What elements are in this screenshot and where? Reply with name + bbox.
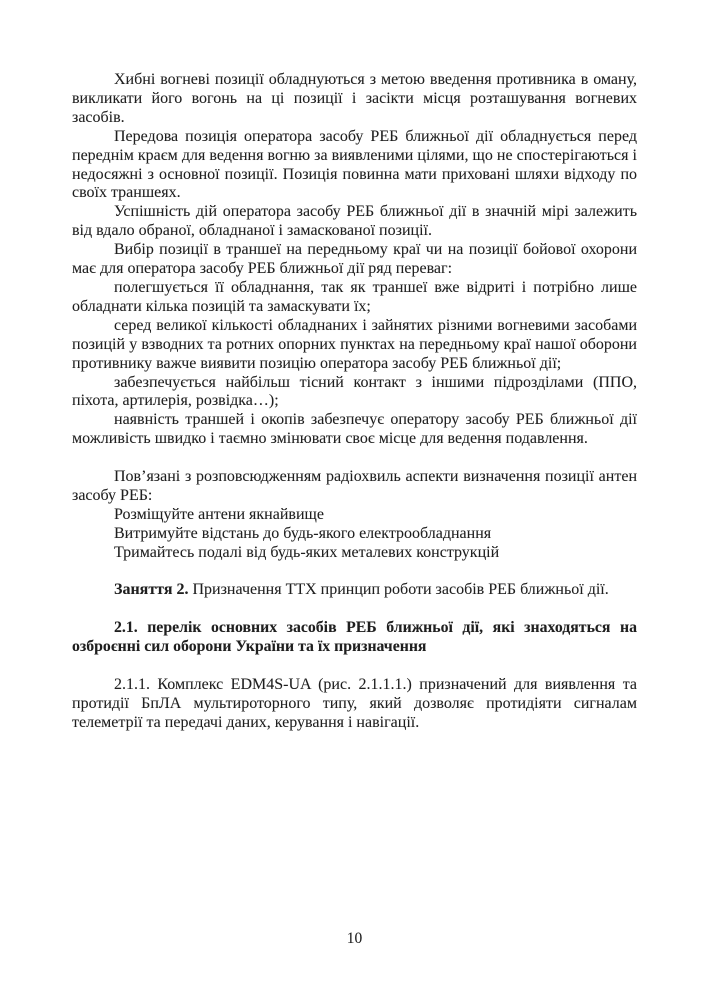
page-content <box>72 71 637 733</box>
guideline-electrical-distance: Витримуйте відстань до будь-якого електрообладнання <box>114 524 492 542</box>
paragraph-edm4s-complex: 2.1.1. Комплекс EDM4S-UA (рис. 2.1.1.1.) призначений для виявлення та протидії БпЛА мультироторного типу, який дозволяє протидіяти сигналам телеметрії та передачі даних, керування і навігації. <box>72 675 637 731</box>
paragraph-radio-aspects-intro: Пов’язані з розповсюдженням радіохвиль аспекти визначення позиції антен засобу РЕБ: <box>72 468 637 504</box>
page-number: 10 <box>346 930 363 947</box>
lesson-2-text: Призначення ТТХ принцип роботи засобів РЕБ ближньої дії. <box>188 581 609 599</box>
paragraph-advantage-equipment: полегшується її обладнання, так як траншеї вже відриті і потрібно лише обладнати кілька позицій та замаскувати їх; <box>72 278 637 315</box>
lesson-2-label: Заняття 2. <box>114 581 189 599</box>
paragraph-operator-success: Успішність дій оператора засобу РЕБ ближньої дії в значній мірі залежить від вдало обраної, обладнаної і замаскованої позиції. <box>72 203 637 240</box>
paragraph-false-fire-positions: Хибні вогневі позиції обладнуються з метою введення противника в оману, викликати його вогонь на ці позиції і засікти місця розташування вогневих засобів. <box>72 71 637 126</box>
paragraph-advantage-trenches: наявність траншей і окопів забезпечує оператору засобу РЕБ ближньої дії можливість швидко і таємно змінювати своє місце для ведення подавлення. <box>72 411 637 448</box>
paragraph-forward-position: Передова позиція оператора засобу РЕБ ближньої дії обладнується перед переднім краєм для ведення вогню за виявленими цілями, що не спостерігаються і недосяжні з основної позиції. Позиція повинна мати приховані шляхи відходу по своїх траншеях. <box>72 127 637 202</box>
section-2-1-heading: 2.1. перелік основних засобів РЕБ ближньої дії, які знаходяться на озброєнні сил оборони України та їх призначення <box>72 619 637 656</box>
paragraph-advantage-contact: забезпечується найбільш тісний контакт з іншими підрозділами (ППО, піхота, артилерія, розвідка…); <box>72 373 637 410</box>
guideline-antenna-height: Розміщуйте антени якнайвище <box>114 505 324 523</box>
paragraph-position-choice: Вибір позиції в траншеї на передньому краї чи на позиції бойової охорони має для оператора засобу РЕБ ближньої дії ряд переваг: <box>72 241 637 278</box>
lesson-2-title <box>72 581 637 600</box>
guideline-metal-structures: Тримайтесь подалі від будь-яких металевих конструкцій <box>114 543 500 561</box>
paragraph-advantage-concealment: серед великої кількості обладнаних і зайнятих різними вогневими засобами позицій у взводних та ротних опорних пунктах на передньому краї нашої оборони противнику важче виявити позицію оператора засобу РЕБ ближньої дії; <box>72 316 637 372</box>
